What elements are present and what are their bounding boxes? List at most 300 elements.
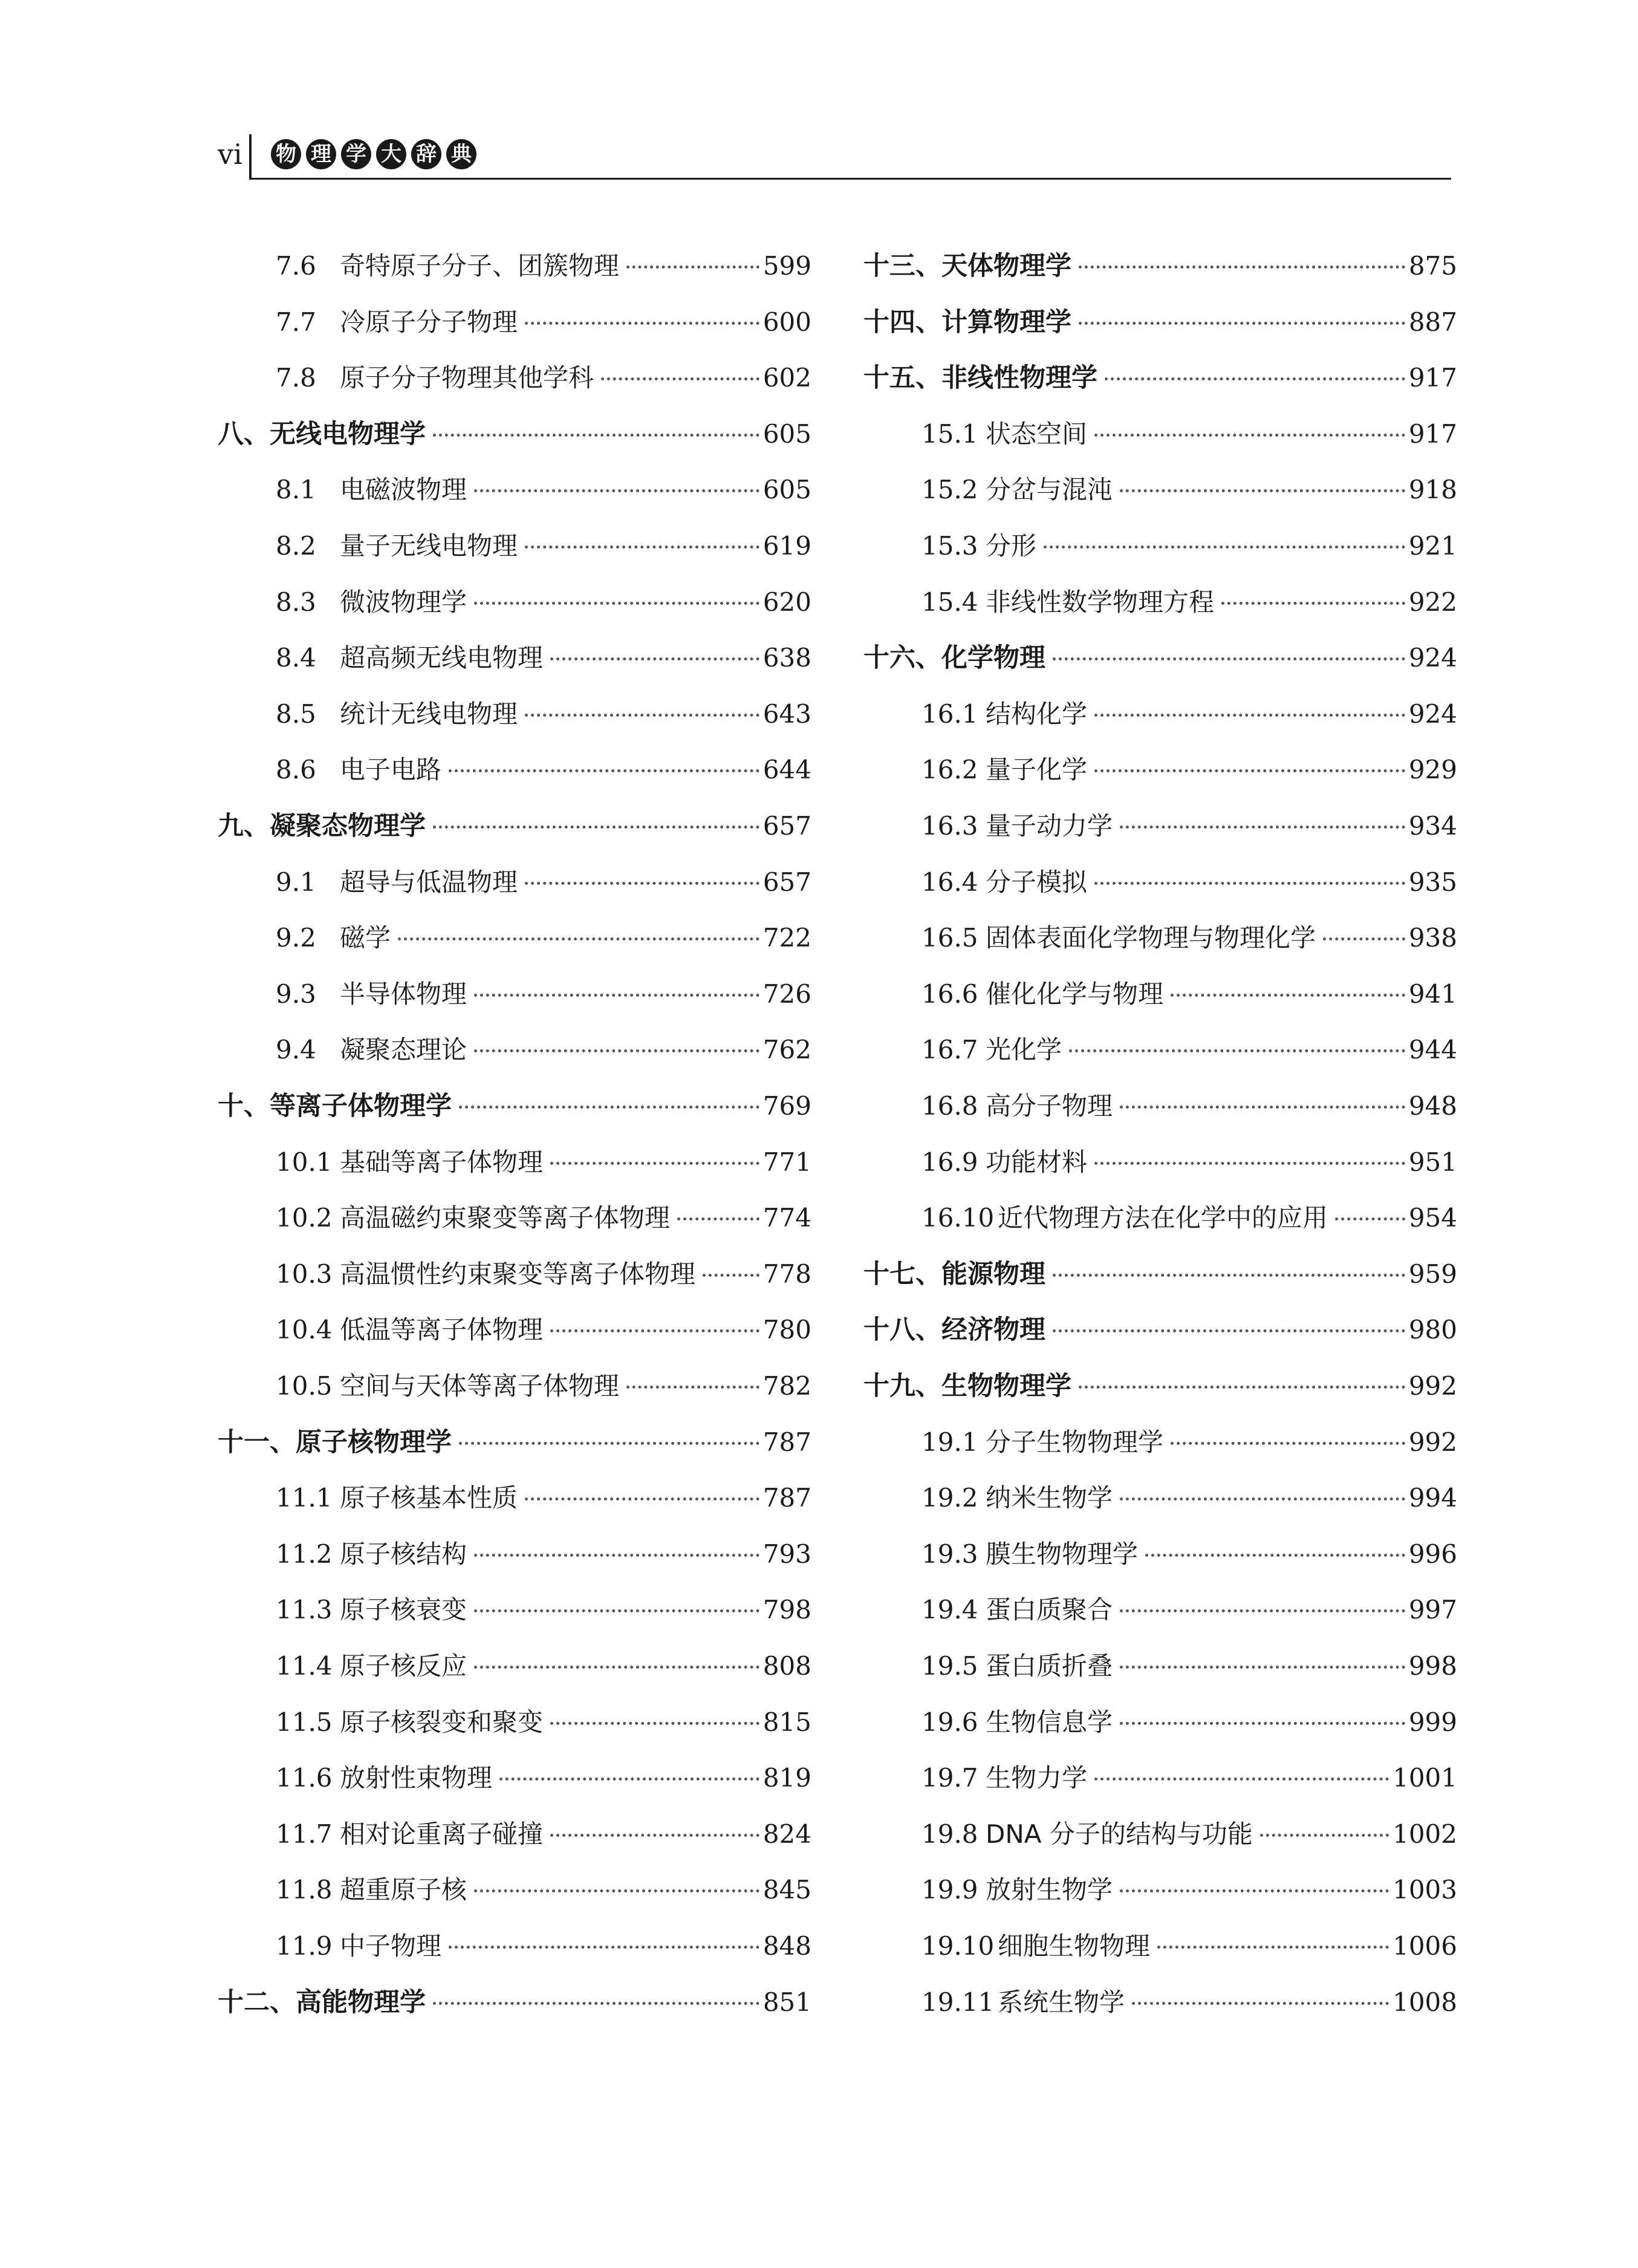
toc-dot-leader — [1171, 1442, 1405, 1445]
toc-dot-leader — [433, 2002, 759, 2005]
header-divider-vertical — [249, 134, 252, 179]
toc-entry-number: 16.2 — [921, 755, 978, 785]
toc-entry-title: 原子分子物理其他学科 — [340, 363, 594, 393]
toc-subsection-entry[interactable] — [218, 1138, 811, 1187]
toc-entry-number: 19.9 — [921, 1875, 978, 1905]
toc-subsection-entry[interactable] — [863, 970, 1457, 1018]
toc-subsection-entry[interactable] — [863, 1978, 1457, 2027]
toc-section-entry[interactable] — [218, 410, 811, 458]
book-title-char: 理 — [306, 139, 336, 169]
toc-dot-leader — [474, 994, 759, 997]
toc-subsection-entry[interactable] — [863, 746, 1457, 794]
toc-subsection-entry[interactable] — [863, 1586, 1457, 1634]
toc-page-number: 954 — [1408, 1203, 1457, 1233]
toc-entry-number: 19.11 — [921, 1987, 995, 2017]
toc-page-number: 875 — [1408, 251, 1457, 281]
toc-subsection-entry[interactable] — [863, 802, 1457, 850]
toc-entry-title: 中子物理 — [340, 1931, 442, 1961]
book-title-char: 辞 — [411, 139, 441, 169]
toc-dot-leader — [1145, 1554, 1405, 1557]
toc-page-number: 951 — [1408, 1147, 1457, 1177]
toc-page-number: 808 — [762, 1651, 811, 1681]
toc-dot-leader — [449, 1946, 759, 1949]
toc-dot-leader — [1120, 1889, 1389, 1892]
toc-dot-leader — [601, 377, 759, 380]
toc-subsection-entry[interactable] — [863, 1922, 1457, 1970]
toc-entry-title: 放射生物学 — [986, 1875, 1113, 1905]
toc-subsection-entry[interactable] — [863, 522, 1457, 570]
toc-entry-title: 高分子物理 — [986, 1091, 1113, 1121]
toc-entry-number: 16.5 — [921, 923, 978, 953]
toc-subsection-entry[interactable] — [218, 1698, 811, 1747]
toc-page-number: 980 — [1408, 1315, 1457, 1345]
toc-subsection-entry[interactable] — [863, 914, 1457, 962]
toc-entry-number: 16.9 — [921, 1147, 978, 1177]
toc-dot-leader — [459, 1442, 759, 1445]
toc-subsection-entry[interactable] — [863, 690, 1457, 738]
toc-subsection-entry[interactable] — [218, 690, 811, 738]
toc-dot-leader — [1094, 1778, 1389, 1781]
toc-entry-number: 11.8 — [276, 1875, 333, 1905]
toc-dot-leader — [459, 1106, 759, 1109]
toc-entry-number: 19.10 — [921, 1931, 995, 1961]
toc-subsection-entry[interactable] — [863, 1474, 1457, 1522]
toc-dot-leader — [1094, 769, 1405, 772]
toc-subsection-entry[interactable] — [218, 522, 811, 570]
toc-entry-title: 超导与低温物理 — [340, 867, 518, 897]
toc-dot-leader — [1157, 1946, 1389, 1949]
toc-entry-number: 16.8 — [921, 1091, 978, 1121]
toc-page-number: 771 — [762, 1147, 811, 1177]
toc-page-number: 998 — [1408, 1651, 1457, 1681]
toc-page-number: 787 — [762, 1483, 811, 1513]
toc-subsection-entry[interactable] — [218, 1866, 811, 1914]
toc-dot-leader — [1171, 994, 1405, 997]
toc-dot-leader — [1120, 1497, 1405, 1501]
toc-entry-number: 8.1 — [276, 475, 316, 505]
toc-subsection-entry[interactable] — [218, 1194, 811, 1242]
toc-entry-title: 功能材料 — [986, 1147, 1088, 1177]
toc-entry-title: 空间与天体等离子体物理 — [340, 1371, 620, 1401]
toc-entry-title: DNA 分子的结构与功能 — [986, 1819, 1253, 1849]
toc-entry-number: 15.4 — [921, 587, 978, 617]
toc-page-number: 941 — [1408, 979, 1457, 1009]
toc-entry-number: 10.4 — [276, 1315, 333, 1345]
toc-subsection-entry[interactable] — [863, 1082, 1457, 1130]
toc-page-number: 774 — [762, 1203, 811, 1233]
toc-page-number: 815 — [762, 1707, 811, 1737]
toc-entry-title: 十三、天体物理学 — [863, 251, 1071, 281]
book-title-char: 学 — [341, 139, 371, 169]
toc-page-number: 922 — [1408, 587, 1457, 617]
toc-subsection-entry[interactable] — [863, 410, 1457, 458]
toc-entry-number: 7.7 — [276, 307, 316, 337]
book-title-char: 大 — [376, 139, 406, 169]
toc-page-number: 917 — [1408, 419, 1457, 449]
toc-subsection-entry[interactable] — [218, 1642, 811, 1690]
toc-dot-leader — [474, 1889, 759, 1892]
toc-subsection-entry[interactable] — [863, 1194, 1457, 1242]
toc-entry-number: 19.3 — [921, 1539, 978, 1569]
toc-page-number: 851 — [762, 1987, 811, 2017]
toc-entry-title: 分岔与混沌 — [986, 475, 1113, 505]
toc-entry-title: 电磁波物理 — [340, 475, 467, 505]
toc-subsection-entry[interactable] — [863, 1138, 1457, 1187]
toc-entry-title: 十、等离子体物理学 — [218, 1091, 452, 1121]
toc-dot-leader — [550, 1834, 759, 1837]
toc-page-number: 938 — [1408, 923, 1457, 953]
toc-entry-number: 11.5 — [276, 1707, 333, 1737]
toc-entry-number: 19.2 — [921, 1483, 978, 1513]
toc-dot-leader — [1094, 434, 1405, 437]
toc-dot-leader — [1053, 657, 1405, 660]
toc-entry-number: 8.5 — [276, 699, 316, 729]
toc-dot-leader — [1221, 602, 1405, 605]
toc-page-number: 924 — [1408, 643, 1457, 673]
toc-subsection-entry[interactable] — [218, 1586, 811, 1634]
toc-section-entry[interactable] — [863, 242, 1457, 290]
toc-subsection-entry[interactable] — [218, 858, 811, 907]
toc-page-number: 845 — [762, 1875, 811, 1905]
page-header — [218, 134, 1451, 178]
toc-entry-title: 十五、非线性物理学 — [863, 363, 1097, 394]
toc-page-number: 599 — [762, 251, 811, 281]
toc-entry-title: 蛋白质聚合 — [986, 1595, 1113, 1625]
toc-dot-leader — [1094, 714, 1405, 717]
toc-page-number: 819 — [762, 1763, 811, 1793]
toc-page-number: 644 — [762, 755, 811, 785]
toc-dot-leader — [525, 546, 759, 549]
toc-subsection-entry[interactable] — [863, 1754, 1457, 1802]
toc-entry-number: 10.2 — [276, 1203, 333, 1233]
toc-subsection-entry[interactable] — [863, 578, 1457, 627]
toc-entry-number: 11.1 — [276, 1483, 333, 1513]
toc-entry-number: 16.1 — [921, 699, 978, 729]
toc-entry-number: 19.8 — [921, 1819, 978, 1849]
toc-section-entry[interactable] — [863, 298, 1457, 347]
toc-section-entry[interactable] — [218, 1082, 811, 1130]
toc-page-number: 934 — [1408, 811, 1457, 841]
toc-entry-title: 原子核衰变 — [340, 1595, 467, 1625]
toc-dot-leader — [1079, 266, 1405, 269]
toc-page-number: 917 — [1408, 363, 1457, 393]
toc-page-number: 887 — [1408, 307, 1457, 337]
toc-entry-number: 7.6 — [276, 251, 316, 281]
toc-entry-title: 高温惯性约束聚变等离子体物理 — [340, 1259, 696, 1289]
toc-entry-title: 固体表面化学物理与物理化学 — [986, 923, 1316, 953]
toc-entry-number: 15.3 — [921, 531, 978, 561]
toc-entry-title: 十二、高能物理学 — [218, 1987, 426, 2018]
toc-section-entry[interactable] — [863, 1306, 1457, 1354]
toc-subsection-entry[interactable] — [218, 1754, 811, 1802]
toc-page-number: 620 — [762, 587, 811, 617]
toc-dot-leader — [626, 266, 759, 269]
toc-page-number: 638 — [762, 643, 811, 673]
toc-subsection-entry[interactable] — [863, 858, 1457, 907]
toc-entry-title: 原子核结构 — [340, 1539, 467, 1569]
toc-section-entry[interactable] — [218, 1418, 811, 1467]
toc-entry-title: 超高频无线电物理 — [340, 643, 544, 673]
toc-entry-number: 16.3 — [921, 811, 978, 841]
toc-entry-title: 低温等离子体物理 — [340, 1315, 544, 1345]
toc-entry-title: 电子电路 — [340, 755, 442, 785]
toc-entry-number: 7.8 — [276, 363, 316, 393]
toc-entry-title: 蛋白质折叠 — [986, 1651, 1113, 1681]
toc-entry-number: 11.4 — [276, 1651, 333, 1681]
toc-subsection-entry[interactable] — [218, 1922, 811, 1970]
toc-page-number: 1008 — [1393, 1987, 1457, 2017]
toc-page-number: 996 — [1408, 1539, 1457, 1569]
toc-dot-leader — [474, 1554, 759, 1557]
toc-dot-leader — [525, 882, 759, 885]
toc-entry-title: 原子核基本性质 — [340, 1483, 518, 1513]
toc-dot-leader — [677, 1217, 759, 1220]
toc-entry-number: 11.6 — [276, 1763, 333, 1793]
toc-subsection-entry[interactable] — [218, 1530, 811, 1579]
toc-subsection-entry[interactable] — [218, 1810, 811, 1859]
header-divider-horizontal — [249, 178, 1451, 180]
toc-entry-title: 原子核裂变和聚变 — [340, 1707, 544, 1737]
toc-entry-title: 统计无线电物理 — [340, 699, 518, 729]
toc-subsection-entry[interactable] — [218, 354, 811, 402]
toc-entry-number: 16.4 — [921, 867, 978, 897]
toc-page-number: 787 — [762, 1427, 811, 1457]
toc-entry-number: 16.7 — [921, 1035, 978, 1065]
toc-page-number: 780 — [762, 1315, 811, 1345]
toc-dot-leader — [499, 1778, 759, 1781]
toc-dot-leader — [1132, 2002, 1389, 2005]
toc-dot-leader — [449, 769, 759, 772]
toc-section-entry[interactable] — [218, 802, 811, 850]
toc-dot-leader — [525, 1497, 759, 1501]
toc-entry-title: 分子模拟 — [986, 867, 1088, 897]
toc-entry-title: 十四、计算物理学 — [863, 307, 1071, 337]
toc-dot-leader — [1094, 1162, 1405, 1165]
toc-page-number: 944 — [1408, 1035, 1457, 1065]
toc-section-entry[interactable] — [863, 1250, 1457, 1299]
toc-entry-title: 量子动力学 — [986, 811, 1113, 841]
toc-dot-leader — [525, 322, 759, 325]
toc-page-number: 1002 — [1393, 1819, 1457, 1849]
toc-section-entry[interactable] — [218, 1978, 811, 2027]
toc-page-number: 769 — [762, 1091, 811, 1121]
toc-dot-leader — [1120, 1106, 1405, 1109]
toc-entry-title: 纳米生物学 — [986, 1483, 1113, 1513]
toc-dot-leader — [550, 1162, 759, 1165]
toc-entry-number: 9.3 — [276, 979, 316, 1009]
toc-dot-leader — [1079, 322, 1405, 325]
toc-dot-leader — [1335, 1217, 1405, 1220]
toc-dot-leader — [550, 1722, 759, 1725]
toc-entry-title: 放射性束物理 — [340, 1763, 493, 1793]
toc-section-entry[interactable] — [863, 634, 1457, 682]
toc-section-entry[interactable] — [863, 354, 1457, 402]
toc-subsection-entry[interactable] — [863, 1026, 1457, 1074]
toc-dot-leader — [1323, 937, 1405, 940]
toc-entry-title: 奇特原子分子、团簇物理 — [340, 251, 620, 281]
toc-dot-leader — [474, 1666, 759, 1669]
toc-subsection-entry[interactable] — [218, 242, 811, 290]
book-title-char: 物 — [271, 139, 301, 169]
toc-dot-leader — [1260, 1834, 1389, 1837]
toc-dot-leader — [1079, 1386, 1405, 1389]
toc-entry-title: 催化化学与物理 — [986, 979, 1164, 1009]
toc-dot-leader — [1094, 882, 1405, 885]
toc-entry-title: 近代物理方法在化学中的应用 — [998, 1203, 1328, 1233]
toc-subsection-entry[interactable] — [218, 634, 811, 682]
toc-page-number: 798 — [762, 1595, 811, 1625]
toc-dot-leader — [550, 657, 759, 660]
toc-subsection-entry[interactable] — [218, 1026, 811, 1074]
toc-entry-title: 分子生物物理学 — [986, 1427, 1164, 1457]
toc-subsection-entry[interactable] — [863, 1642, 1457, 1690]
toc-entry-title: 原子核反应 — [340, 1651, 467, 1681]
toc-entry-number: 16.6 — [921, 979, 978, 1009]
toc-entry-title: 光化学 — [986, 1035, 1062, 1065]
toc-page-number: 994 — [1408, 1483, 1457, 1513]
toc-dot-leader — [474, 489, 759, 492]
toc-page-number: 1003 — [1393, 1875, 1457, 1905]
toc-subsection-entry[interactable] — [218, 1250, 811, 1299]
toc-page-number: 600 — [762, 307, 811, 337]
toc-page-number: 929 — [1408, 755, 1457, 785]
toc-dot-leader — [1120, 1722, 1405, 1725]
toc-entry-number: 11.9 — [276, 1931, 333, 1961]
toc-page-number: 657 — [762, 811, 811, 841]
toc-page-number: 1001 — [1393, 1763, 1457, 1793]
toc-entry-number: 8.3 — [276, 587, 316, 617]
toc-entry-number: 8.2 — [276, 531, 316, 561]
toc-page-number: 782 — [762, 1371, 811, 1401]
toc-dot-leader — [703, 1274, 759, 1277]
toc-entry-number: 8.6 — [276, 755, 316, 785]
toc-page-number: 997 — [1408, 1595, 1457, 1625]
toc-entry-number: 19.7 — [921, 1763, 978, 1793]
toc-dot-leader — [1069, 1049, 1405, 1052]
toc-page-number: 1006 — [1393, 1931, 1457, 1961]
toc-subsection-entry[interactable] — [218, 914, 811, 962]
toc-subsection-entry[interactable] — [863, 466, 1457, 514]
toc-entry-number: 19.1 — [921, 1427, 978, 1457]
toc-entry-title: 十九、生物物理学 — [863, 1371, 1071, 1401]
toc-subsection-entry[interactable] — [863, 1530, 1457, 1579]
toc-entry-title: 十六、化学物理 — [863, 643, 1045, 674]
toc-page-number: 605 — [762, 475, 811, 505]
toc-subsection-entry[interactable] — [218, 1306, 811, 1354]
toc-dot-leader — [433, 434, 759, 437]
toc-dot-leader — [1105, 377, 1405, 380]
toc-entry-title: 分形 — [986, 531, 1037, 561]
toc-dot-leader — [1053, 1274, 1405, 1277]
toc-dot-leader — [433, 826, 759, 829]
toc-entry-title: 相对论重离子碰撞 — [340, 1819, 544, 1849]
toc-page-number: 992 — [1408, 1427, 1457, 1457]
toc-entry-title: 十一、原子核物理学 — [218, 1427, 452, 1458]
toc-entry-title: 冷原子分子物理 — [340, 307, 518, 337]
toc-section-entry[interactable] — [863, 1362, 1457, 1410]
toc-subsection-entry[interactable] — [218, 578, 811, 627]
toc-entry-title: 微波物理学 — [340, 587, 467, 617]
toc-dot-leader — [525, 714, 759, 717]
toc-entry-title: 半导体物理 — [340, 979, 467, 1009]
toc-entry-number: 15.1 — [921, 419, 978, 449]
toc-entry-title: 非线性数学物理方程 — [986, 587, 1215, 617]
toc-dot-leader — [1120, 1666, 1405, 1669]
toc-page-number: 992 — [1408, 1371, 1457, 1401]
toc-subsection-entry[interactable] — [863, 1810, 1457, 1859]
toc-page-number: 948 — [1408, 1091, 1457, 1121]
toc-entry-number: 11.7 — [276, 1819, 333, 1849]
toc-entry-number: 8.4 — [276, 643, 316, 673]
toc-dot-leader — [474, 1049, 759, 1052]
toc-dot-leader — [1120, 826, 1405, 829]
toc-entry-number: 19.6 — [921, 1707, 978, 1737]
toc-subsection-entry[interactable] — [218, 1362, 811, 1410]
toc-dot-leader — [474, 602, 759, 605]
toc-dot-leader — [1120, 1609, 1405, 1612]
toc-entry-number: 9.4 — [276, 1035, 316, 1065]
toc-entry-title: 系统生物学 — [998, 1987, 1125, 2017]
toc-page-number: 959 — [1408, 1259, 1457, 1289]
toc-page-number: 602 — [762, 363, 811, 393]
toc-entry-number: 16.10 — [921, 1203, 995, 1233]
toc-page-number: 778 — [762, 1259, 811, 1289]
toc-entry-number: 10.3 — [276, 1259, 333, 1289]
toc-page-number: 924 — [1408, 699, 1457, 729]
toc-entry-title: 高温磁约束聚变等离子体物理 — [340, 1203, 671, 1233]
toc-entry-title: 超重原子核 — [340, 1875, 467, 1905]
toc-subsection-entry[interactable] — [863, 1698, 1457, 1747]
toc-page-number: 793 — [762, 1539, 811, 1569]
toc-page-number: 935 — [1408, 867, 1457, 897]
toc-entry-number: 19.5 — [921, 1651, 978, 1681]
toc-entry-number: 11.3 — [276, 1595, 333, 1625]
toc-subsection-entry[interactable] — [218, 1474, 811, 1522]
toc-entry-title: 生物力学 — [986, 1763, 1088, 1793]
page-number: vi — [218, 138, 242, 171]
toc-entry-number: 10.5 — [276, 1371, 333, 1401]
toc-entry-title: 八、无线电物理学 — [218, 419, 426, 449]
toc-dot-leader — [1120, 489, 1405, 492]
toc-page-number: 643 — [762, 699, 811, 729]
toc-entry-title: 细胞生物物理 — [998, 1931, 1151, 1961]
toc-page-number: 619 — [762, 531, 811, 561]
toc-page-number: 848 — [762, 1931, 811, 1961]
toc-entry-title: 九、凝聚态物理学 — [218, 811, 426, 841]
toc-page-number: 921 — [1408, 531, 1457, 561]
toc-dot-leader — [474, 1609, 759, 1612]
toc-dot-leader — [1044, 546, 1405, 549]
toc-entry-title: 凝聚态理论 — [340, 1035, 467, 1065]
toc-entry-title: 量子无线电物理 — [340, 531, 518, 561]
toc-entry-title: 结构化学 — [986, 699, 1088, 729]
toc-subsection-entry[interactable] — [218, 298, 811, 347]
toc-dot-leader — [1053, 1329, 1405, 1332]
toc-dot-leader — [626, 1386, 759, 1389]
book-title — [271, 139, 476, 169]
toc-subsection-entry[interactable] — [863, 1418, 1457, 1467]
toc-entry-number: 11.2 — [276, 1539, 333, 1569]
toc-entry-number: 10.1 — [276, 1147, 333, 1177]
toc-dot-leader — [398, 937, 759, 940]
toc-dot-leader — [550, 1329, 759, 1332]
toc-subsection-entry[interactable] — [218, 746, 811, 794]
toc-entry-number: 19.4 — [921, 1595, 978, 1625]
toc-subsection-entry[interactable] — [218, 970, 811, 1018]
toc-subsection-entry[interactable] — [863, 1866, 1457, 1914]
toc-subsection-entry[interactable] — [218, 466, 811, 514]
toc-page-number: 657 — [762, 867, 811, 897]
